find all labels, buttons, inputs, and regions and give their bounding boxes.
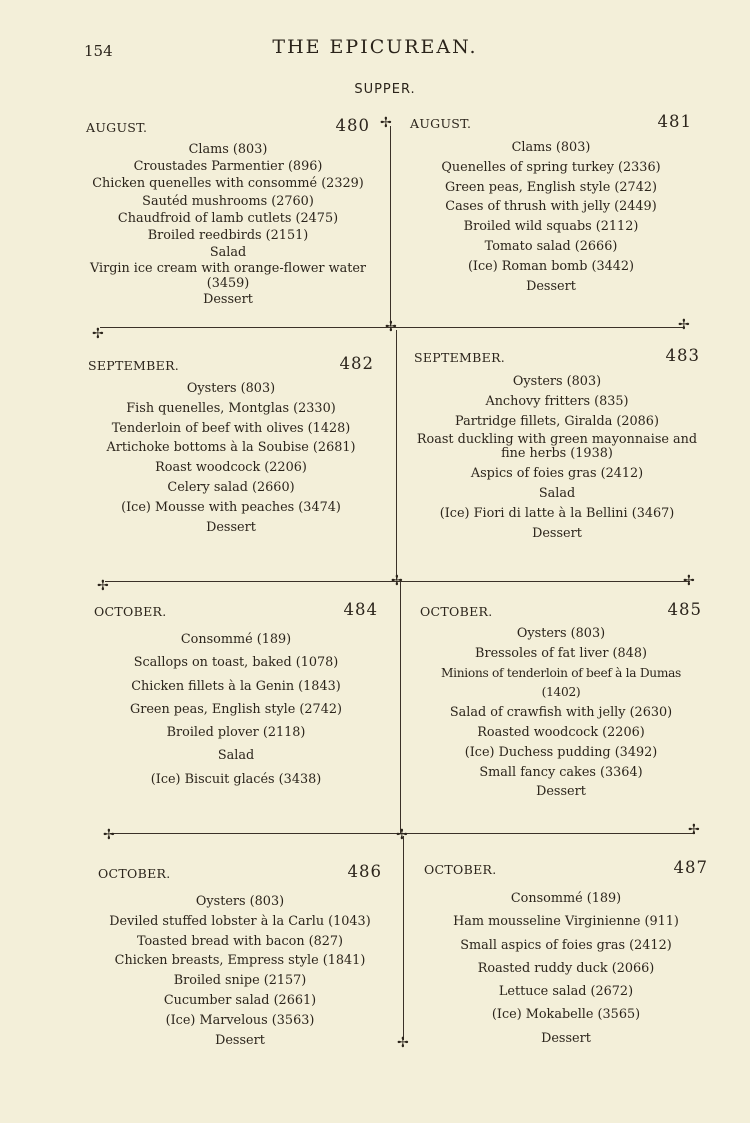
cross-ornament-icon: ✢	[396, 827, 408, 843]
menu-item: Tenderloin of beef with olives (1428)	[111, 420, 351, 436]
cross-ornament-icon: ✢	[97, 578, 109, 594]
menu-item: Roasted ruddy duck (2066)	[477, 960, 655, 976]
menu-number: 482	[339, 354, 374, 373]
menu-item: Bressoles of fat liver (848)	[475, 645, 647, 661]
menu-item: Celery salad (2660)	[167, 479, 295, 495]
menu-month: AUGUST.	[86, 120, 148, 135]
menu-item: Roast woodcock (2206)	[155, 460, 307, 476]
menu-item: Cucumber salad (2661)	[163, 992, 317, 1008]
menu-item: Oysters (803)	[195, 894, 285, 909]
menu-item: Salad of crawfish with jelly (2630)	[449, 705, 673, 721]
menu-month: SEPTEMBER.	[88, 358, 180, 373]
menu-items	[98, 892, 382, 1050]
cross-ornament-icon: ✢	[385, 319, 397, 335]
menu-month: OCTOBER.	[94, 604, 167, 619]
menu-items	[424, 887, 708, 1050]
menu-item: Salad	[538, 486, 576, 502]
menu-item: Scallops on toast, baked (1078)	[133, 655, 339, 671]
menu-item: Dessert	[536, 784, 586, 800]
menu-item: Consommé (189)	[180, 632, 292, 647]
cross-ornament-icon: ✢	[688, 822, 700, 838]
menu-item: Partridge fillets, Giralda (2086)	[455, 413, 659, 429]
menu-month: SEPTEMBER.	[414, 350, 506, 365]
cross-ornament-icon: ✢	[683, 573, 695, 589]
menu-item: Ham mousseline Virginienne (911)	[453, 914, 679, 930]
menu-item: Dessert	[206, 519, 256, 535]
cross-ornament-icon: ✢	[397, 1035, 409, 1051]
menu-item: Tomato salad (2666)	[484, 238, 618, 254]
menu-items	[86, 141, 370, 309]
menu-item: Quenelles of spring turkey (2336)	[441, 159, 661, 175]
menu-item: Croustades Parmentier (896)	[133, 159, 323, 175]
section-title: SUPPER.	[354, 82, 416, 97]
menu-items	[88, 379, 374, 537]
menu-item: Cases of thrush with jelly (2449)	[445, 199, 657, 215]
menu-month: OCTOBER.	[420, 604, 493, 619]
menu-item: Dessert	[526, 278, 576, 294]
column-divider	[396, 330, 397, 580]
cross-ornament-icon: ✢	[103, 827, 115, 843]
menu-item: Chicken fillets à la Genin (1843)	[131, 678, 341, 694]
cross-ornament-icon: ✢	[92, 326, 104, 342]
menu-item: Salad	[217, 748, 255, 764]
menu-item: (Ice) Roman bomb (3442)	[467, 258, 635, 274]
menu-item: Small fancy cakes (3364)	[479, 764, 643, 780]
menu-month: AUGUST.	[410, 116, 472, 131]
menu-item: Green peas, English style (2742)	[445, 179, 657, 195]
menu-item: Broiled snipe (2157)	[173, 973, 307, 989]
menu-number: 481	[657, 112, 692, 131]
menu-number: 484	[343, 600, 378, 619]
menu-number: 480	[335, 116, 370, 135]
cross-ornament-icon: ✢	[391, 573, 403, 589]
menu-item: Oysters (803)	[512, 374, 602, 389]
menu-item: Anchovy fritters (835)	[485, 393, 629, 409]
menu-number: 486	[347, 862, 382, 881]
menu-item: Artichoke bottoms à la Soubise (2681)	[106, 440, 356, 456]
menu-item: Salad	[209, 245, 247, 261]
menu-item: Green peas, English style (2742)	[130, 701, 342, 717]
menu-item: (Ice) Duchess pudding (3492)	[464, 744, 658, 760]
column-divider	[403, 836, 404, 1040]
menu-item: Clams (803)	[511, 140, 591, 155]
menu-item: (Ice) Mousse with peaches (3474)	[121, 499, 341, 515]
menu-item: Aspics of foies gras (2412)	[470, 466, 644, 482]
menu-items	[94, 628, 378, 791]
menu-month: OCTOBER.	[98, 866, 171, 881]
menu-item: Small aspics of foies gras (2412)	[460, 937, 672, 953]
menu-item: Lettuce salad (2672)	[498, 984, 634, 1000]
menu-item: Toasted bread with bacon (827)	[136, 933, 344, 949]
menu-item: Broiled wild squabs (2112)	[463, 219, 639, 235]
menu-item: (Ice) Fiori di latte à la Bellini (3467)	[439, 505, 675, 521]
menu-item: Dessert	[541, 1030, 591, 1046]
menu-number: 483	[665, 346, 700, 365]
menu-item: (Ice) Marvelous (3563)	[165, 1012, 315, 1028]
menu-items	[414, 372, 700, 544]
cross-ornament-icon: ✢	[678, 317, 690, 333]
menu-number: 485	[667, 600, 702, 619]
menu-item: Broiled plover (2118)	[166, 725, 306, 741]
menu-items	[420, 624, 702, 802]
running-head: THE EPICUREAN.	[272, 36, 478, 58]
menu-month: OCTOBER.	[424, 862, 497, 877]
page-number: 154	[84, 42, 113, 60]
column-divider	[400, 582, 401, 834]
menu-item: Chaudfroid of lamb cutlets (2475)	[117, 210, 339, 226]
menu-item: (Ice) Biscuit glacés (3438)	[150, 771, 322, 787]
menu-item: Consommé (189)	[510, 891, 622, 906]
menu-item: Chicken breasts, Empress style (1841)	[114, 953, 366, 969]
menu-item: Dessert	[203, 292, 253, 308]
menu-item: (Ice) Mokabelle (3565)	[491, 1007, 641, 1023]
menu-number: 487	[673, 858, 708, 877]
column-divider	[390, 126, 391, 326]
menu-item: Roasted woodcock (2206)	[477, 724, 645, 740]
menu-item: Dessert	[532, 525, 582, 541]
menu-items	[410, 138, 692, 296]
menu-item: Oysters (803)	[186, 381, 276, 396]
menu-item: Fish quenelles, Montglas (2330)	[126, 400, 336, 416]
menu-item: Chicken quenelles with consommé (2329)	[92, 176, 364, 192]
menu-item: Dessert	[215, 1032, 265, 1048]
menu-item: Oysters (803)	[516, 626, 606, 641]
menu-item: Roast duckling with green mayonnaise and fine herbs (1938)	[416, 432, 698, 462]
cross-ornament-icon: ✢	[380, 115, 392, 131]
menu-item: Virgin ice cream with orange-flower water (3459)	[89, 261, 367, 292]
menu-item: Clams (803)	[188, 142, 268, 157]
menu-item: Broiled reedbirds (2151)	[147, 228, 309, 244]
menu-item: Deviled stuffed lobster à la Carlu (1043)	[109, 913, 371, 929]
menu-item: Sautéd mushrooms (2760)	[142, 193, 314, 209]
menu-item: Minions of tenderloin of beef à la Dumas (1402)	[440, 665, 682, 700]
